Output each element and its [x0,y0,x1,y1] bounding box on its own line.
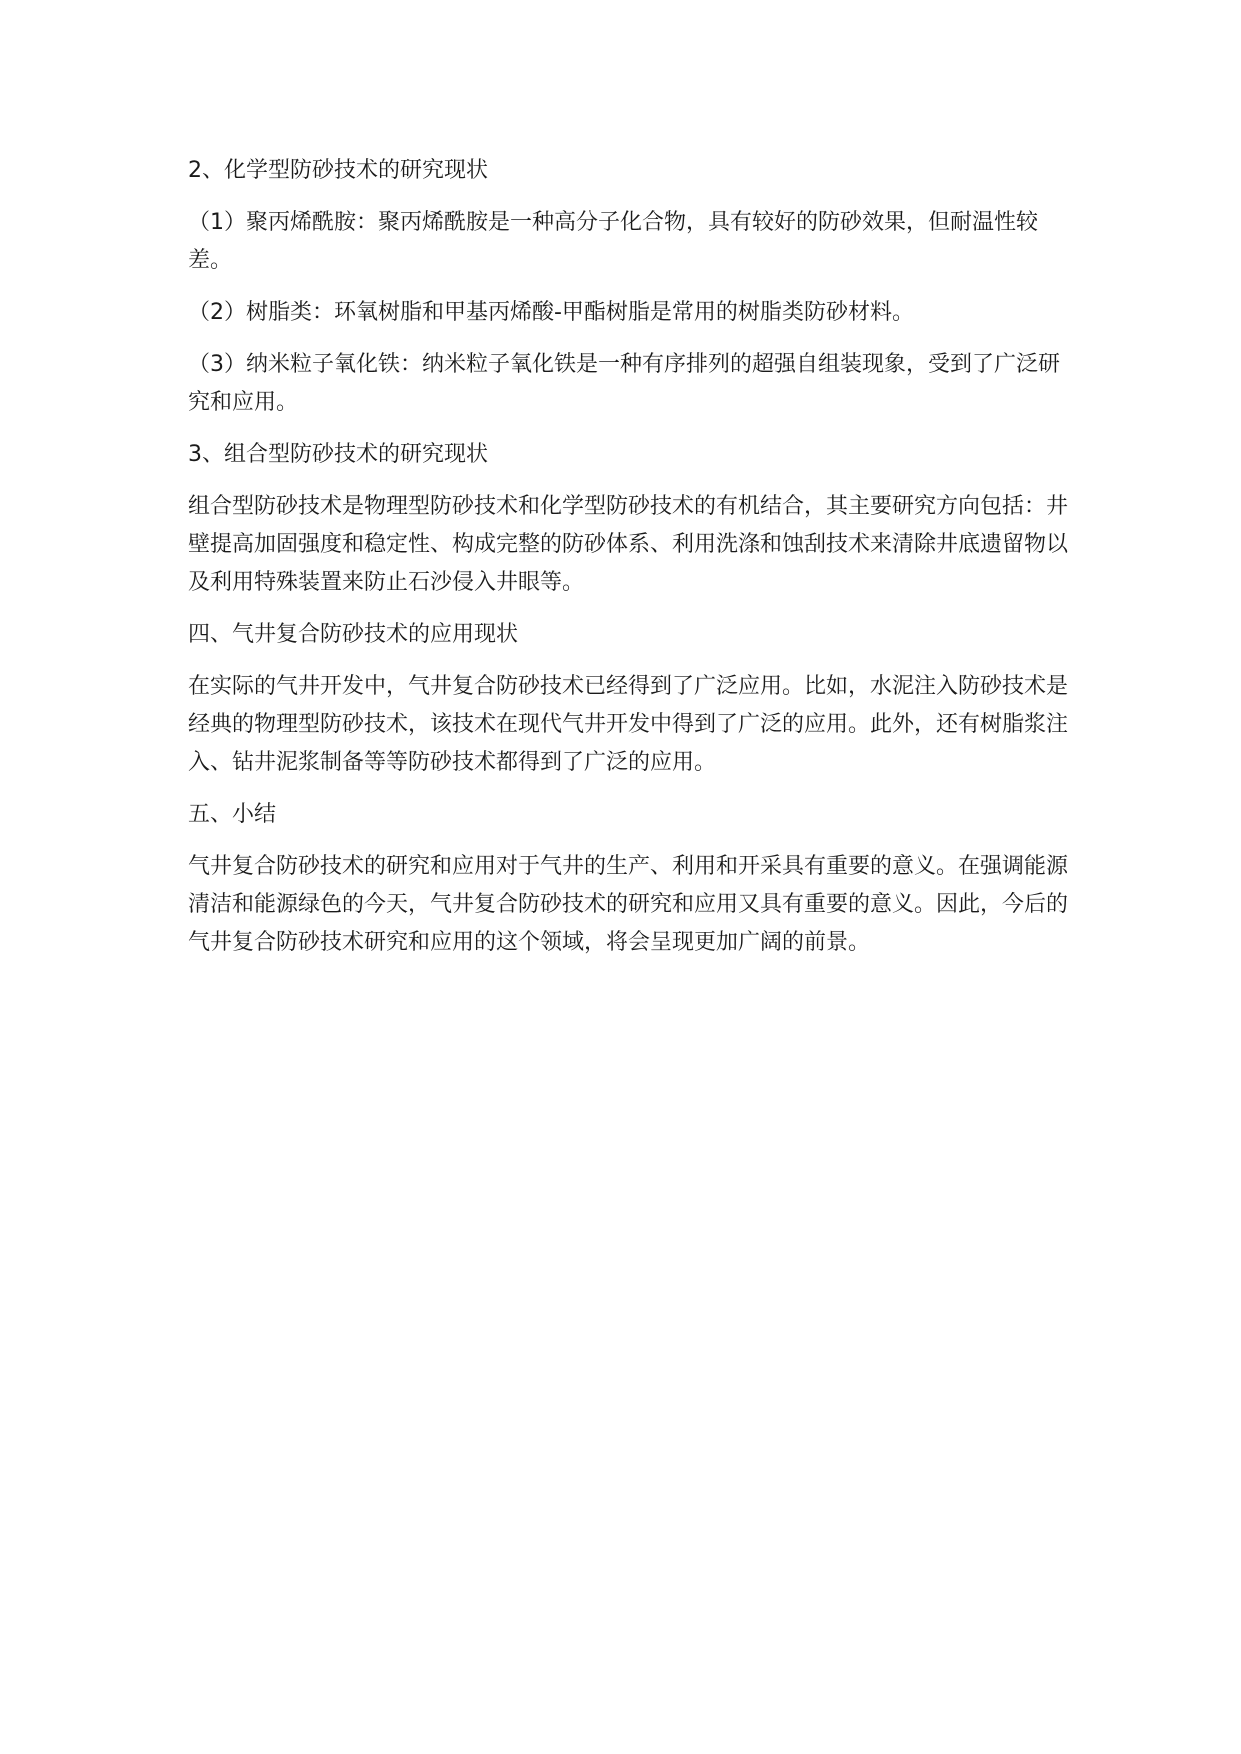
list-item-polyacrylamide: （1）聚丙烯酰胺：聚丙烯酰胺是一种高分子化合物，具有较好的防砂效果，但耐温性较差。 [188,210,1038,273]
list-item-resin: （2）树脂类：环氧树脂和甲基丙烯酸-甲酯树脂是常用的树脂类防砂材料。 [188,300,914,325]
paragraph-summary: 气井复合防砂技术的研究和应用对于气井的生产、利用和开采具有重要的意义。在强调能源清洁和能源绿色的今天，气井复合防砂技术的研究和应用又具有重要的意义。因此，今后的气井复合防砂技术研究和应用的这个领域，将会呈现更加广阔的前景。 [188,854,1069,955]
section-heading-application: 四、气井复合防砂技术的应用现状 [188,622,519,647]
section-heading-combined: 3、组合型防砂技术的研究现状 [188,442,488,467]
paragraph-combined: 组合型防砂技术是物理型防砂技术和化学型防砂技术的有机结合，其主要研究方向包括：井壁提高加固强度和稳定性、构成完整的防砂体系、利用洗涤和蚀刮技术来清除井底遗留物以及利用特殊装置来防止石沙侵入井眼等。 [188,494,1069,595]
document-body [188,152,1068,976]
section-heading-chemical: 2、化学型防砂技术的研究现状 [188,158,488,183]
section-heading-summary: 五、小结 [188,802,277,827]
paragraph-application: 在实际的气井开发中，气井复合防砂技术已经得到了广泛应用。比如，水泥注入防砂技术是经典的物理型防砂技术，该技术在现代气井开发中得到了广泛的应用。此外，还有树脂浆注入、钻井泥浆制备等等防砂技术都得到了广泛的应用。 [188,674,1069,775]
list-item-nano-iron-oxide: （3）纳米粒子氧化铁：纳米粒子氧化铁是一种有序排列的超强自组装现象，受到了广泛研究和应用。 [188,352,1061,415]
